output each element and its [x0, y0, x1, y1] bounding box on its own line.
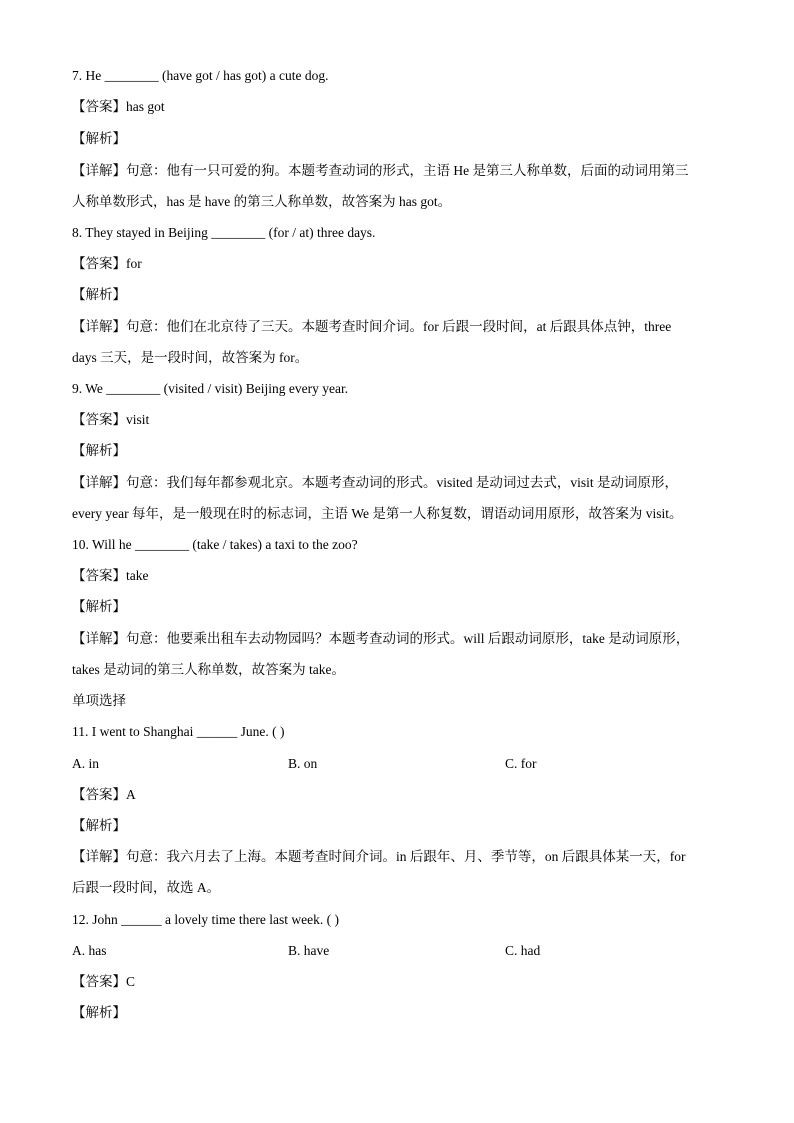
- question-12-option-c: C. had: [505, 943, 541, 958]
- question-10-answer: 【答案】take: [72, 568, 149, 583]
- question-9-stem: 9. We ________ (visited / visit) Beijing every year.: [72, 381, 349, 396]
- section-heading: 单项选择: [72, 693, 126, 708]
- question-9-analysis: 【解析】: [72, 443, 126, 458]
- question-8-detail-line1: 【详解】句意：他们在北京待了三天。本题考查时间介词。for 后跟一段时间，at 后跟具体点钟，three: [72, 319, 672, 334]
- question-11-detail-line1: 【详解】句意：我六月去了上海。本题考查时间介词。in 后跟年、月、季节等，on 后跟具体某一天，for: [72, 849, 686, 864]
- question-7-analysis: 【解析】: [72, 131, 126, 146]
- question-8-detail-line2: days 三天，是一段时间，故答案为 for。: [72, 350, 309, 365]
- question-11-answer: 【答案】A: [72, 787, 136, 802]
- question-11-stem: 11. I went to Shanghai ______ June. ( ): [72, 724, 285, 739]
- question-7-detail-line2: 人称单数形式，has 是 have 的第三人称单数，故答案为 has got。: [72, 194, 452, 209]
- question-9-detail-line2: every year 每年，是一般现在时的标志词，主语 We 是第一人称复数，谓语动词用原形，故答案为 visit。: [72, 506, 683, 521]
- question-11-option-b: B. on: [288, 756, 318, 771]
- question-11-option-c: C. for: [505, 756, 537, 771]
- question-10-analysis: 【解析】: [72, 599, 126, 614]
- question-10-detail-line2: takes 是动词的第三人称单数，故答案为 take。: [72, 662, 345, 677]
- question-10-stem: 10. Will he ________ (take / takes) a taxi to the zoo?: [72, 537, 358, 552]
- question-11-analysis: 【解析】: [72, 818, 126, 833]
- question-7-answer: 【答案】has got: [72, 99, 165, 114]
- question-9-answer: 【答案】visit: [72, 412, 150, 427]
- question-10-detail-line1: 【详解】句意：他要乘出租车去动物园吗？本题考查动词的形式。will 后跟动词原形，take 是动词原形，: [72, 631, 690, 646]
- question-12-stem: 12. John ______ a lovely time there last week. ( ): [72, 912, 339, 927]
- question-12-analysis: 【解析】: [72, 1005, 126, 1020]
- question-11-detail-line2: 后跟一段时间，故选 A。: [72, 880, 221, 895]
- question-8-stem: 8. They stayed in Beijing ________ (for / at) three days.: [72, 225, 376, 240]
- question-9-detail-line1: 【详解】句意：我们每年都参观北京。本题考查动词的形式。visited 是动词过去式，visit 是动词原形，: [72, 475, 679, 490]
- question-7-stem: 7. He ________ (have got / has got) a cute dog.: [72, 68, 329, 83]
- question-8-analysis: 【解析】: [72, 287, 126, 302]
- question-12-option-b: B. have: [288, 943, 330, 958]
- question-11-option-a: A. in: [72, 756, 99, 771]
- question-8-answer: 【答案】for: [72, 256, 142, 271]
- question-12-option-a: A. has: [72, 943, 107, 958]
- question-12-answer: 【答案】C: [72, 974, 136, 989]
- question-7-detail-line1: 【详解】句意：他有一只可爱的狗。本题考查动词的形式，主语 He 是第三人称单数，后面的动词用第三: [72, 163, 689, 178]
